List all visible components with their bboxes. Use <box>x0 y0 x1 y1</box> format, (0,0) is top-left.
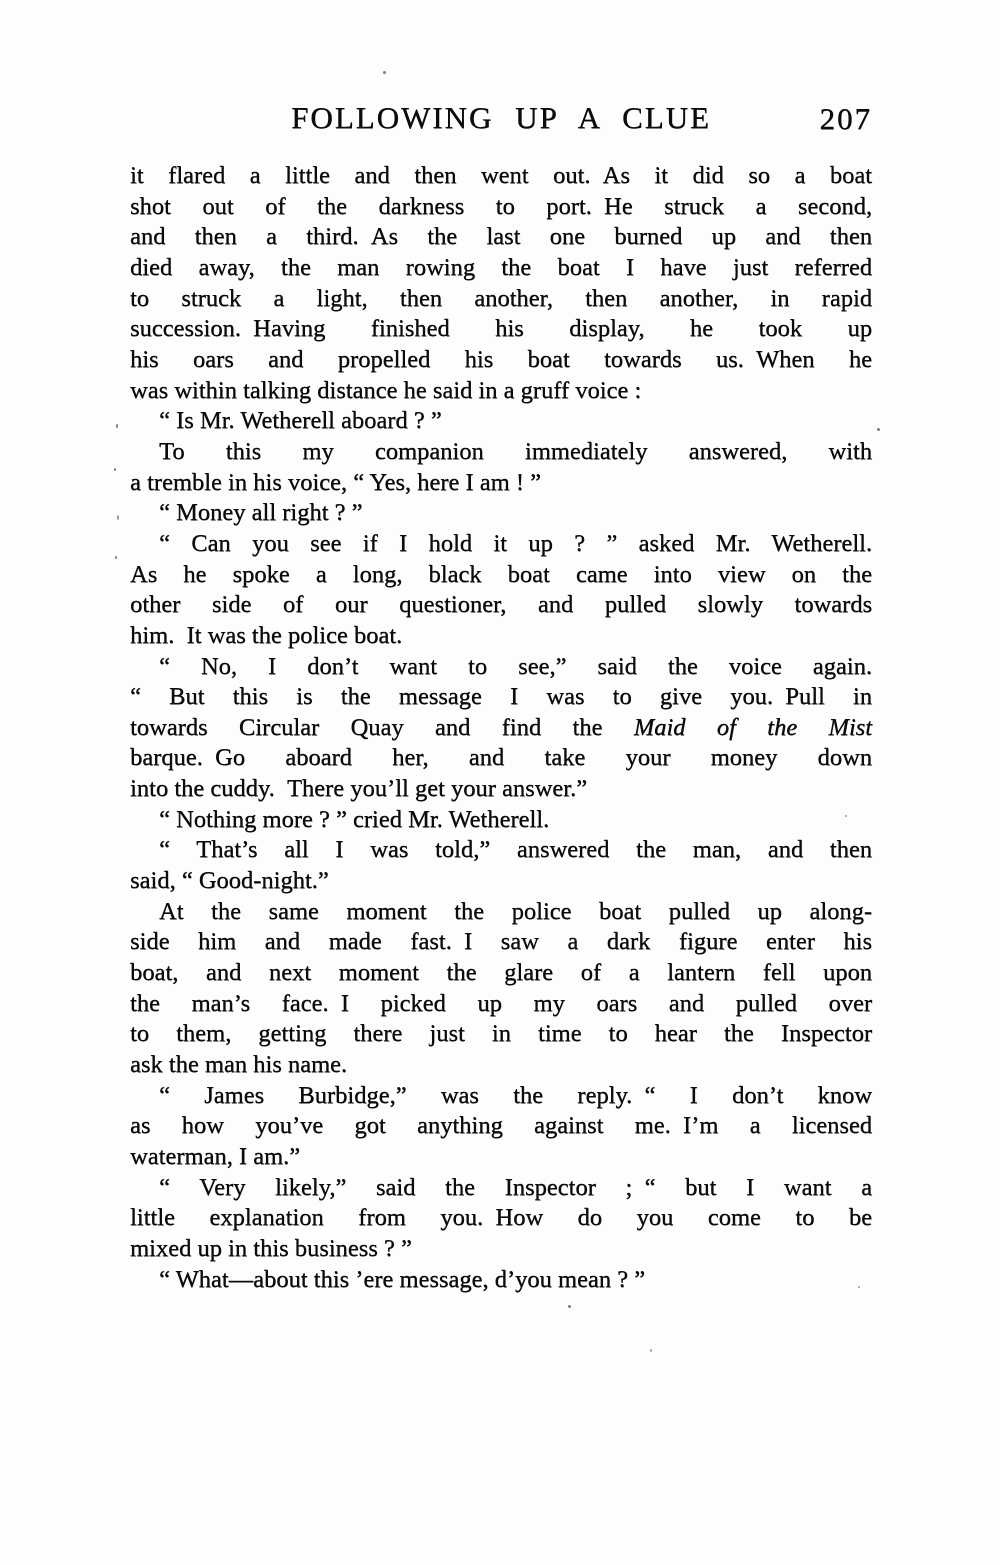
text-segment: it flared a little and then went out. As it did so a boat <box>130 162 872 189</box>
scan-speck <box>568 1305 571 1308</box>
text-line <box>130 498 872 529</box>
text-line <box>130 161 872 192</box>
text-line <box>130 1050 872 1081</box>
text-segment: as how you’ve got anything against me. I’m a licensed <box>130 1112 872 1140</box>
text-segment: his oars and propelled his boat towards us. When he <box>130 345 872 373</box>
text-segment: was within talking distance he said in a gruff voice : <box>130 376 642 404</box>
text-line <box>130 437 872 468</box>
text-segment: to them, getting there just in time to hear the Inspector <box>130 1020 872 1048</box>
text-segment: other side of our questioner, and pulled slowly towards <box>130 591 872 619</box>
text-line <box>130 835 872 866</box>
chapter-title: FOLLOWING UP A CLUE <box>291 100 711 135</box>
text-segment: and then a third. As the last one burned up and then <box>130 223 872 251</box>
text-line <box>130 376 872 407</box>
text-line <box>130 805 872 836</box>
ship-name-italic: Maid of the Mist <box>633 713 872 741</box>
text-line <box>130 1142 872 1173</box>
text-line <box>130 774 872 805</box>
text-segment: “ What—about this ’ere message, d’you mean ? ” <box>159 1265 645 1293</box>
scan-speck <box>383 71 386 74</box>
text-segment: shot out of the darkness to port. He struck a second, <box>130 192 872 220</box>
text-segment: the man’s face. I picked up my oars and pulled over <box>130 989 872 1017</box>
text-line <box>130 1234 872 1265</box>
scan-speck <box>115 556 117 559</box>
text-segment: boat, and next moment the glare of a lantern fell upon <box>130 959 872 987</box>
text-segment: into the cuddy. There you’ll get your answer.” <box>130 775 587 803</box>
text-line <box>130 1265 872 1296</box>
text-segment: ask the man his name. <box>130 1051 348 1079</box>
text-segment: died away, the man rowing the boat I have just referred <box>130 253 872 281</box>
text-segment: side him and made fast. I saw a dark figure enter his <box>130 928 872 956</box>
text-segment: To this my companion immediately answered, with <box>159 437 872 465</box>
text-line <box>130 1019 872 1050</box>
text-segment: “ That’s all I was told,” answered the man, and then <box>159 836 872 864</box>
page-text <box>130 161 872 1295</box>
running-head <box>130 100 872 140</box>
text-line <box>130 743 872 774</box>
text-segment: little explanation from you. How do you come to be <box>130 1204 872 1232</box>
text-segment: waterman, I am.” <box>130 1143 301 1170</box>
text-line <box>130 621 872 652</box>
text-line <box>130 1173 872 1204</box>
text-segment: As he spoke a long, black boat came into view on the <box>130 560 872 588</box>
text-line <box>130 1081 872 1112</box>
text-segment: “ No, I don’t want to see,” said the voice again. <box>159 652 872 680</box>
scan-speck <box>650 1349 652 1352</box>
text-line <box>130 406 872 437</box>
text-segment: “ Can you see if I hold it up ? ” asked Mr. Wetherell. <box>159 529 872 557</box>
text-column <box>130 100 872 1295</box>
text-line <box>130 529 872 560</box>
text-line <box>130 682 872 713</box>
text-segment: “ James Burbidge,” was the reply. “ I don’t know <box>159 1081 872 1109</box>
text-line <box>130 866 872 897</box>
text-line <box>130 989 872 1020</box>
text-line <box>130 468 872 499</box>
text-segment: “ Very likely,” said the Inspector ; “ but I want a <box>159 1173 872 1201</box>
text-segment: “ Money all right ? ” <box>159 499 363 527</box>
scan-speck <box>845 815 847 817</box>
text-segment: a tremble in his voice, “ Yes, here I am ! ” <box>130 468 541 496</box>
text-line <box>130 192 872 223</box>
text-line <box>130 222 872 253</box>
text-segment: barque. Go aboard her, and take your money down <box>130 744 872 772</box>
text-segment: “ Is Mr. Wetherell aboard ? ” <box>159 407 442 435</box>
text-segment: him. It was the police boat. <box>130 621 403 649</box>
text-line <box>130 345 872 376</box>
text-line <box>130 314 872 345</box>
scan-speck <box>117 515 119 520</box>
text-line <box>130 652 872 683</box>
text-segment: “ But this is the message I was to give you. Pull in <box>130 683 872 711</box>
text-line <box>130 897 872 928</box>
text-segment: “ Nothing more ? ” cried Mr. Wetherell. <box>159 805 550 833</box>
text-segment: mixed up in this business ? ” <box>130 1234 412 1262</box>
text-segment: At the same moment the police boat pulled up along- <box>159 897 872 925</box>
text-line <box>130 284 872 315</box>
scan-speck <box>114 468 116 471</box>
text-segment: towards Circular Quay and find the <box>130 713 634 741</box>
text-segment: said, “ Good-night.” <box>130 867 329 895</box>
text-line <box>130 1111 872 1142</box>
text-line <box>130 590 872 621</box>
text-segment: to struck a light, then another, then another, in rapid <box>130 284 872 312</box>
text-line <box>130 958 872 989</box>
text-line <box>130 927 872 958</box>
text-line <box>130 253 872 284</box>
text-segment: succession. Having finished his display, he took up <box>130 315 872 343</box>
scan-speck <box>116 424 118 428</box>
text-line <box>130 1203 872 1234</box>
text-line <box>130 713 872 744</box>
scan-speck <box>858 1286 860 1288</box>
text-line <box>130 560 872 591</box>
scan-speck <box>877 428 880 431</box>
page-number: 207 <box>819 101 872 136</box>
